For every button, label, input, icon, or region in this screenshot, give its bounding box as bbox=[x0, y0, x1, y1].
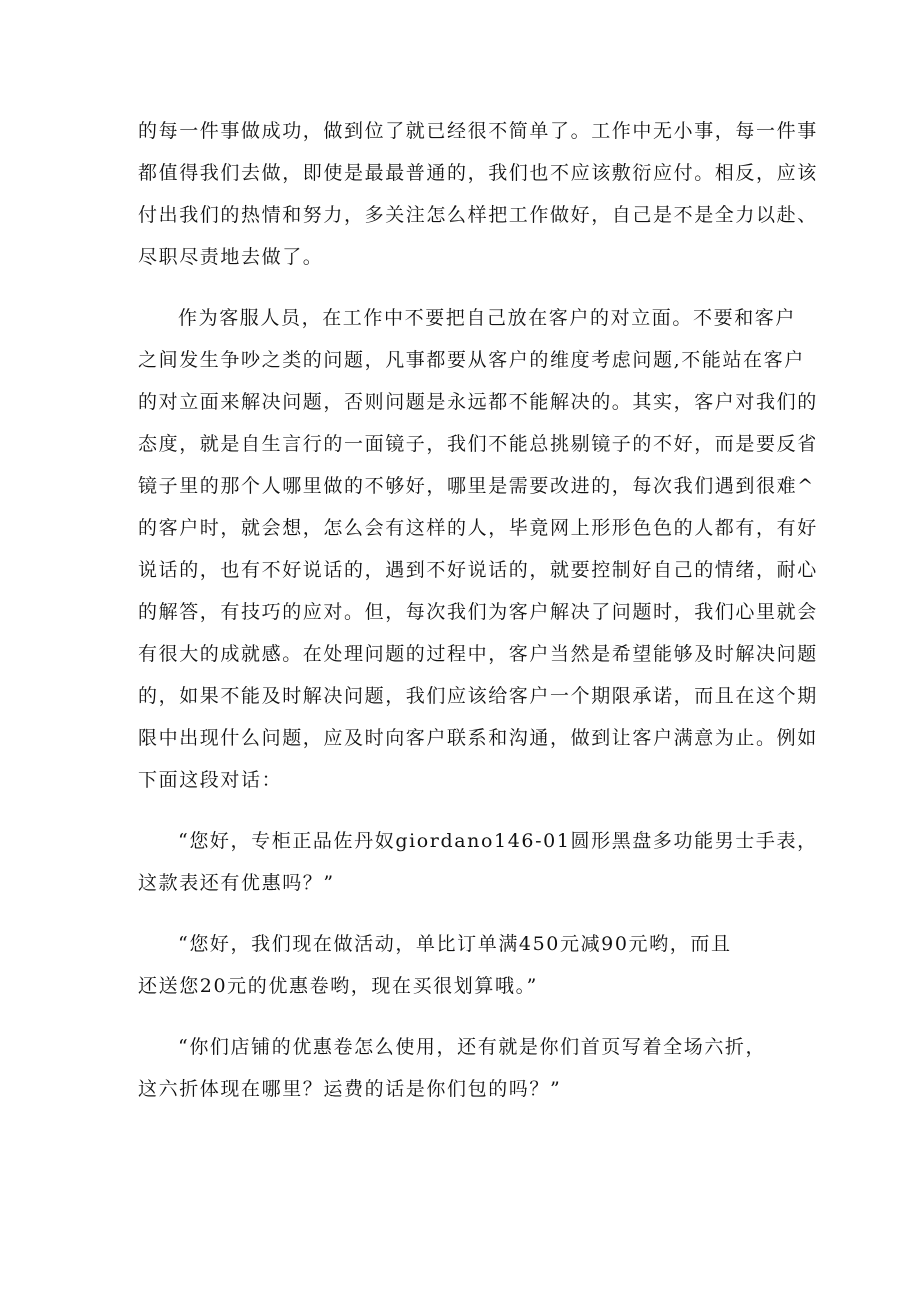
paragraph-5-line-1: “你们店铺的优惠卷怎么使用，还有就是你们首页写着全场六折， bbox=[178, 1036, 767, 1058]
paragraph-3-line-2: 这款表还有优惠吗？” bbox=[138, 872, 335, 894]
paragraph-2-line-9: 有很大的成就感。在处理问题的过程中，客户当然是希望能够及时解决问题 bbox=[138, 643, 818, 665]
paragraph-1-line-4: 尽职尽责地去做了。 bbox=[138, 246, 324, 268]
paragraph-4-line-2: 还送您20元的优惠卷哟，现在买很划算哦。” bbox=[138, 975, 538, 997]
paragraph-2-line-12: 下面这段对话： bbox=[138, 769, 283, 791]
paragraph-4-line-1: “您好，我们现在做活动，单比订单满450元减90元哟，而且 bbox=[178, 933, 732, 955]
paragraph-2-line-7: 说话的，也有不好说话的，遇到不好说话的，就要控制好自己的情绪，耐心 bbox=[138, 559, 818, 581]
paragraph-2-line-3: 的对立面来解决问题，否则问题是永远都不能解决的。其实，客户对我们的 bbox=[138, 391, 818, 413]
paragraph-5-line-2: 这六折体现在哪里？运费的话是你们包的吗？” bbox=[138, 1078, 562, 1100]
paragraph-2-line-11: 限中出现什么问题，应及时向客户联系和沟通，做到让客户满意为止。例如 bbox=[138, 727, 818, 749]
paragraph-2-line-1: 作为客服人员，在工作中不要把自己放在客户的对立面。不要和客户 bbox=[178, 307, 797, 329]
paragraph-1-line-1: 的每一件事做成功，做到位了就已经很不简单了。工作中无小事，每一件事 bbox=[138, 120, 818, 142]
paragraph-3-line-1: “您好，专柜正品佐丹奴giordano146-01圆形黑盘多功能男士手表， bbox=[178, 830, 818, 852]
paragraph-2-line-4: 态度，就是自生言行的一面镜子，我们不能总挑剔镜子的不好，而是要反省 bbox=[138, 433, 818, 455]
paragraph-1-line-3: 付出我们的热情和努力，多关注怎么样把工作做好，自己是不是全力以赴、 bbox=[138, 204, 818, 226]
paragraph-2-line-5: 镜子里的那个人哪里做的不够好，哪里是需要改进的，每次我们遇到很难^ bbox=[138, 475, 815, 497]
paragraph-2-line-6: 的客户时，就会想，怎么会有这样的人，毕竟网上形形色色的人都有，有好 bbox=[138, 517, 818, 539]
paragraph-2-line-2: 之间发生争吵之类的问题，凡事都要从客户的维度考虑问题,不能站在客户 bbox=[138, 349, 805, 371]
paragraph-1-line-2: 都值得我们去做，即使是最最普通的，我们也不应该敷衍应付。相反，应该 bbox=[138, 162, 818, 184]
paragraph-2-line-10: 的，如果不能及时解决问题，我们应该给客户一个期限承诺，而且在这个期 bbox=[138, 685, 818, 707]
paragraph-2-line-8: 的解答，有技巧的应对。但，每次我们为客户解决了问题时，我们心里就会 bbox=[138, 601, 818, 623]
